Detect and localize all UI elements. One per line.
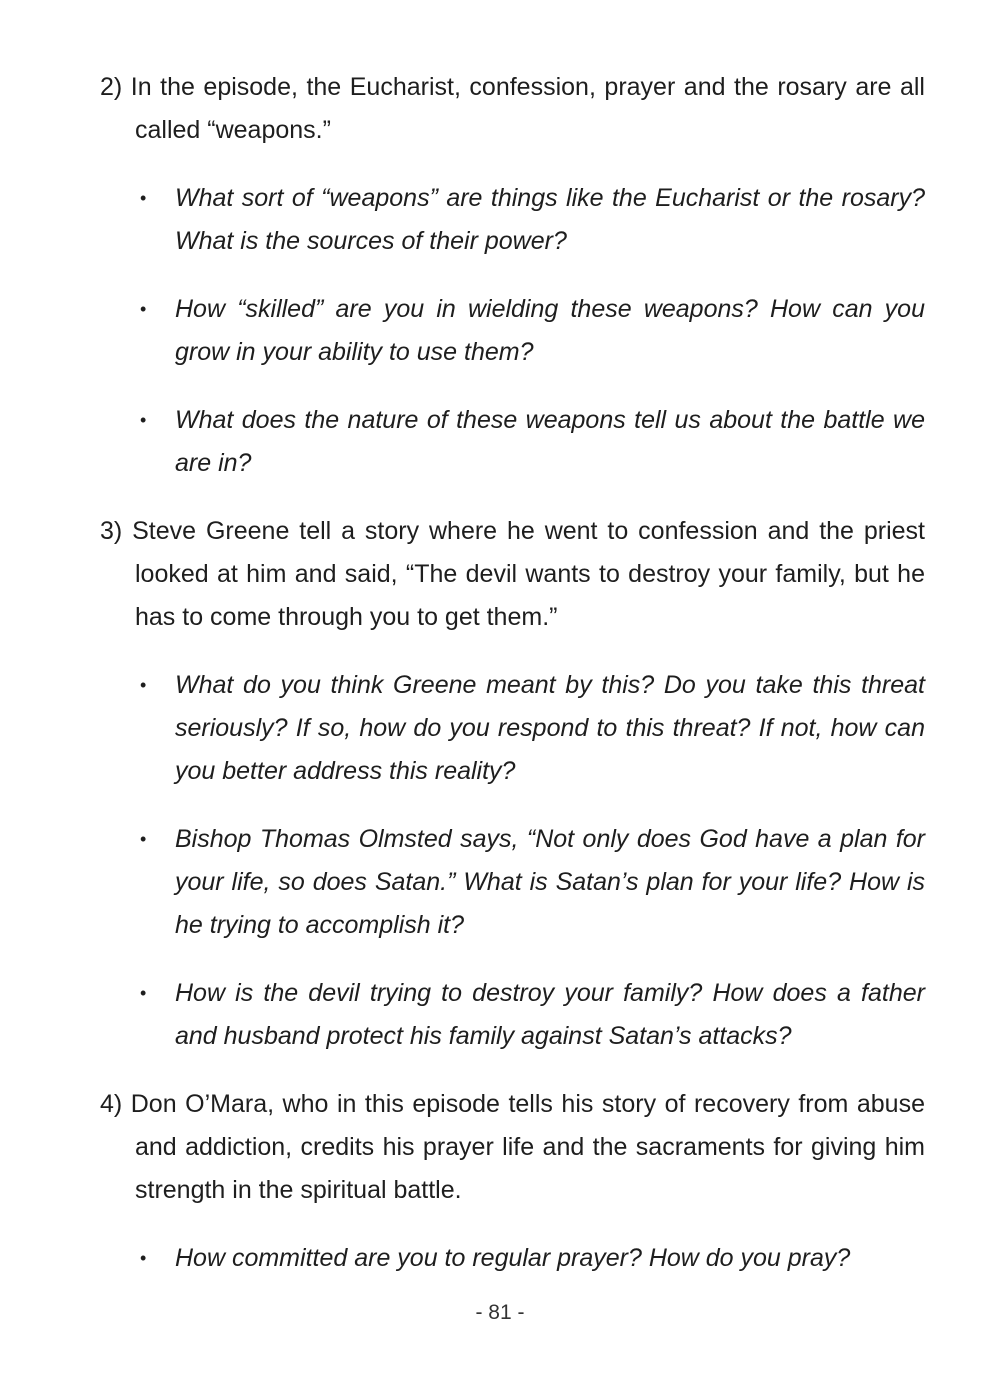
bullet-item (100, 399, 925, 485)
bullet-text: Bishop Thomas Olmsted says, “Not only does God have a plan for your life, so does Satan.” What is Satan’s plan for your life? How is he trying to accomplish it? (175, 825, 925, 939)
question-2-bullets (100, 177, 925, 485)
bullet-icon: • (140, 188, 147, 208)
bullet-icon: • (140, 983, 147, 1003)
bullet-text: How committed are you to regular prayer? How do you pray? (175, 1244, 851, 1272)
bullet-item (100, 177, 925, 263)
bullet-item (100, 288, 925, 374)
bullet-text: What does the nature of these weapons tell us about the battle we are in? (175, 406, 925, 477)
bullet-item (100, 972, 925, 1058)
bullet-text: How “skilled” are you in wielding these weapons? How can you grow in your ability to use them? (175, 295, 925, 366)
page-number: - 81 - (475, 1301, 525, 1324)
page-content (100, 66, 925, 1305)
bullet-icon: • (140, 299, 147, 319)
bullet-text: What sort of “weapons” are things like the Eucharist or the rosary? What is the sources of their power? (175, 184, 925, 255)
bullet-item (100, 1237, 925, 1280)
bullet-icon: • (140, 829, 147, 849)
question-4-bullets (100, 1237, 925, 1280)
bullet-icon: • (140, 410, 147, 430)
bullet-icon: • (140, 675, 147, 695)
bullet-item (100, 664, 925, 793)
bullet-text: How is the devil trying to destroy your family? How does a father and husband protect his family against Satan’s attacks? (175, 979, 925, 1050)
question-2: 2) In the episode, the Eucharist, confession, prayer and the rosary are all called “weapons.” (100, 73, 925, 144)
question-3-bullets (100, 664, 925, 1058)
bullet-icon: • (140, 1248, 147, 1268)
bullet-item (100, 818, 925, 947)
question-4: 4) Don O’Mara, who in this episode tells his story of recovery from abuse and addiction, credits his prayer life and the sacraments for giving him strength in the spiritual battle. (100, 1090, 925, 1204)
question-3: 3) Steve Greene tell a story where he went to confession and the priest looked at him and said, “The devil wants to destroy your family, but he has to come through you to get them.” (100, 517, 925, 631)
bullet-text: What do you think Greene meant by this? Do you take this threat seriously? If so, how do you respond to this threat? If not, how can you better address this reality? (175, 671, 925, 785)
